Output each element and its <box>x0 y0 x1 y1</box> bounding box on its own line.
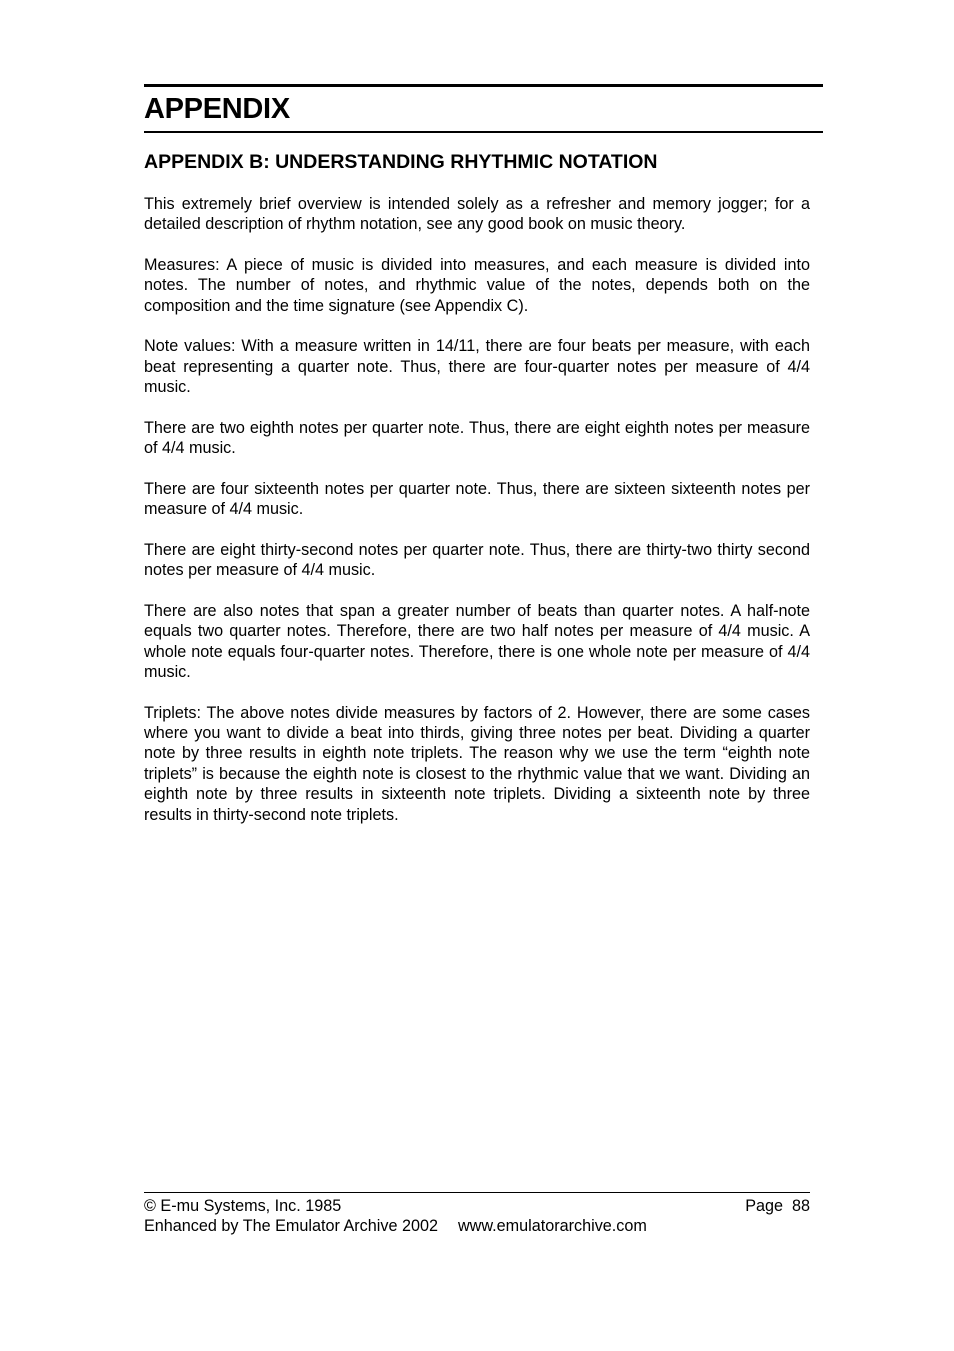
paragraph-intro: This extremely brief overview is intended solely as a refresher and memory jogger; for a detailed description of rhythm notation, see any good book on music theory. <box>144 195 810 234</box>
footer-page-number: Page 88 <box>745 1197 810 1215</box>
section-title: APPENDIX B: UNDERSTANDING RHYTHMIC NOTATION <box>144 151 658 173</box>
page-content <box>144 84 823 845</box>
footer-row-2 <box>144 1216 810 1236</box>
top-rule <box>144 84 823 87</box>
body-text <box>144 194 810 825</box>
chapter-title: APPENDIX <box>144 93 290 125</box>
paragraph-sixteenth-notes: There are four sixteenth notes per quarter note. Thus, there are sixteen sixteenth notes per measure of 4/4 music. <box>144 479 810 519</box>
page-footer <box>144 1192 810 1237</box>
footer-row-1 <box>144 1196 810 1216</box>
footer-rule <box>144 1192 810 1193</box>
paragraph-triplets: Triplets: The above notes divide measures by factors of 2. However, there are some cases where you want to divide a beat into thirds, giving three notes per beat. Dividing a quarter note by three results in eighth note triplets. The reason why we use the term “eighth note triplets” is because the eighth note is closest to the rhythmic value that we want. Dividing an eighth note by three results in sixteenth note triplets. Dividing a sixteenth note by three results in thirty-second note triplets. <box>144 703 810 824</box>
footer-website: www.emulatorarchive.com <box>457 1217 647 1236</box>
footer-copyright: © E-mu Systems, Inc. 1985 <box>144 1197 342 1215</box>
paragraph-eighth-notes: There are two eighth notes per quarter note. Thus, there are eight eighth notes per measure of 4/4 music. <box>144 418 810 458</box>
paragraph-measures: Measures: A piece of music is divided into measures, and each measure is divided into notes. The number of notes, and rhythmic value of the notes, depends both on the composition and the time signature (see Appendix C). <box>144 256 810 315</box>
title-rule <box>144 131 823 133</box>
footer-enhanced-by: Enhanced by The Emulator Archive 2002 <box>144 1217 438 1236</box>
footer-spacer <box>438 1216 458 1236</box>
paragraph-thirty-second-notes: There are eight thirty-second notes per quarter note. Thus, there are thirty-two thirty second notes per measure of 4/4 music. <box>144 540 810 580</box>
paragraph-half-whole-notes: There are also notes that span a greater number of beats than quarter notes. A half-note equals two quarter notes. Therefore, there are two half notes per measure of 4/4 music. A whole note equals four-quarter notes. Therefore, there is one whole note per measure of 4/4 music. <box>144 601 810 682</box>
paragraph-note-values: Note values: With a measure written in 14/11, there are four beats per measure, with each beat representing a quarter note. Thus, there are four-quarter notes per measure of 4/4 music. <box>144 337 810 397</box>
